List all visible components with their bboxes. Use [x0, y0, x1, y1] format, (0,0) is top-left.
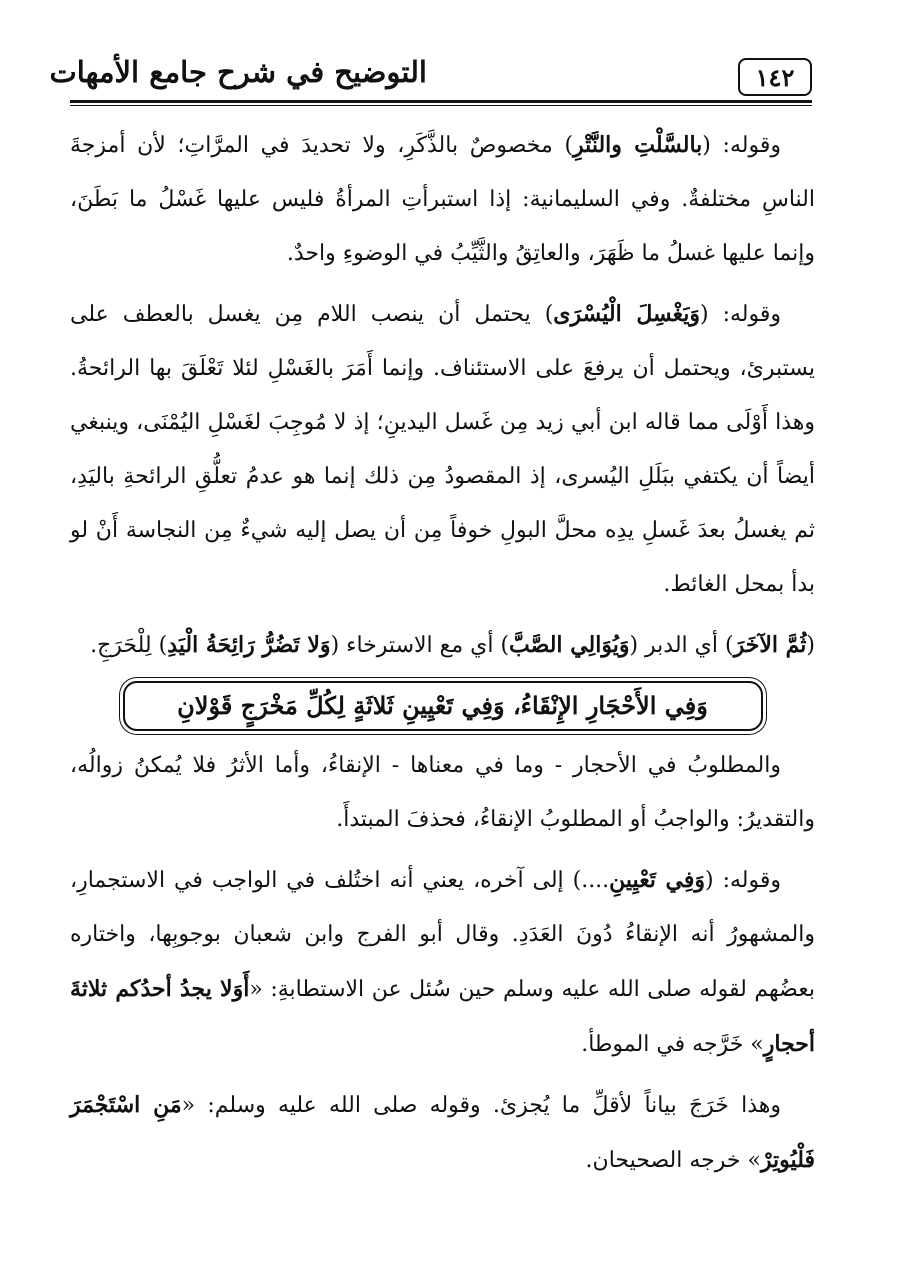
paragraph-text: ) أي الدبر ( — [629, 633, 734, 658]
matn-text: وَفِي الأَحْجَارِ الإِنْقَاءُ، وَفِي تَعْيِينِ ثَلاثَةٍ لِكُلِّ مَخْرَجٍ قَوْلانِ — [177, 691, 708, 720]
matn-box — [123, 681, 763, 731]
paragraph-text: ) لِلْحَرَجِ. — [90, 633, 168, 658]
paragraph-text: وهذا خَرَجَ بياناً لأقلِّ ما يُجزئ. وقوله صلى الله عليه وسلم: « — [181, 1093, 782, 1118]
paragraph-text: والمطلوبُ في الأحجار - وما في معناها - الإنقاءُ، وأما الأثرُ فلا يُمكنُ زوالُه، والتقديرُ: والواجبُ أو المطلوبُ الإنقاءُ، فحذفَ المبتدأَ. — [70, 753, 815, 832]
paragraph-text: ) يحتمل أن ينصب اللام مِن يغسل بالعطف على يستبرئ، ويحتمل أن يرفعَ على الاستئناف. وإنما أَمَرَ بالغَسْلِ لئلا تَعْلَقَ بها الرائحةُ. وهذا أَوْلَى مما قاله ابن أبي زيد مِن غَسل اليدينِ؛ إذ لا مُوجِبَ لغَسْلِ اليُمْنَى، وينبغي أيضاً أن يكتفي ببَلَلِ اليُسرى، إذ المقصودُ مِن ذلك إنما هو عدمُ تعلُّقِ الرائحةِ باليَدِ، ثم يغسلُ بعدَ غَسلِ يدِه محلَّ البولِ خوفاً مِن أن يصل إليه شيءٌ مِن النجاسة أَنْ لو بدأ بمحل الغائط. — [70, 302, 815, 597]
quoted-matn-term: أَوَلا يجدُ أحدُكم ثلاثةَ أحجارٍ — [70, 976, 815, 1057]
quoted-matn-term: وَفِي تَعْيِينِ — [609, 867, 706, 893]
header-rule — [70, 100, 812, 103]
paragraph-text: ) أي مع الاسترخاء ( — [330, 633, 510, 658]
quoted-matn-term: وَيَغْسِلَ الْيُسْرَى — [553, 301, 701, 327]
quoted-matn-term: وَيُوَالِي الصَّبَّ — [509, 632, 630, 658]
quoted-matn-term: مَنِ اسْتَجْمَرَ فَلْيُوتِرْ — [70, 1092, 815, 1173]
paragraph — [70, 739, 815, 847]
page-number: ١٤٢ — [755, 62, 795, 92]
commentary-after — [70, 739, 815, 1188]
commentary-before — [70, 118, 815, 673]
page-number-box — [738, 58, 812, 96]
header-rule-thin — [70, 105, 812, 106]
paragraph-text: وقوله: ( — [705, 868, 781, 893]
paragraph — [70, 118, 815, 281]
paragraph-text: وقوله: ( — [702, 133, 781, 158]
running-header-title: التوضيح في شرح جامع الأمهات — [49, 55, 427, 89]
paragraph-text: وقوله: ( — [700, 302, 781, 327]
quoted-matn-term: بالسَّلْتِ والنَّتْرِ — [573, 132, 703, 158]
paragraph-text: ( — [806, 633, 815, 658]
paragraph — [70, 287, 815, 612]
quoted-matn-term: ثُمَّ الآخَرَ — [733, 632, 807, 658]
paragraph-text: » خرجه الصحيحان. — [585, 1148, 761, 1173]
paragraph — [70, 853, 815, 1072]
quoted-matn-term: وَلا تَضُرُّ رَائِحَةُ الْيَدِ — [167, 632, 331, 658]
paragraph-text: » خَرَّجه في الموطأ. — [581, 1032, 764, 1057]
paragraph-text: ....) إلى آخره، يعني أنه اختُلف في الواجب في الاستجمارِ، والمشهورُ أنه الإنقاءُ دُونَ العَدَدِ. وقال أبو الفرج وابن شعبان بوجوبِها، واختاره بعضُهم لقوله صلى الله عليه وسلم حين سُئل عن الاستطابةِ: « — [70, 868, 815, 1002]
paragraph-text: ) مخصوصٌ بالذَّكَرِ، ولا تحديدَ في المرَّاتِ؛ لأن أمزجةَ الناسِ مختلفةٌ. وفي السليمانية: إذا استبرأتِ المرأةُ فليس عليها غَسْلُ ما بَطَنَ، وإنما عليها غسلُ ما ظَهَرَ، والعاتِقُ والثَّيِّبُ في الوضوءِ واحدٌ. — [70, 133, 815, 266]
main-text — [70, 118, 815, 1194]
paragraph — [70, 1078, 815, 1188]
paragraph — [70, 618, 815, 673]
